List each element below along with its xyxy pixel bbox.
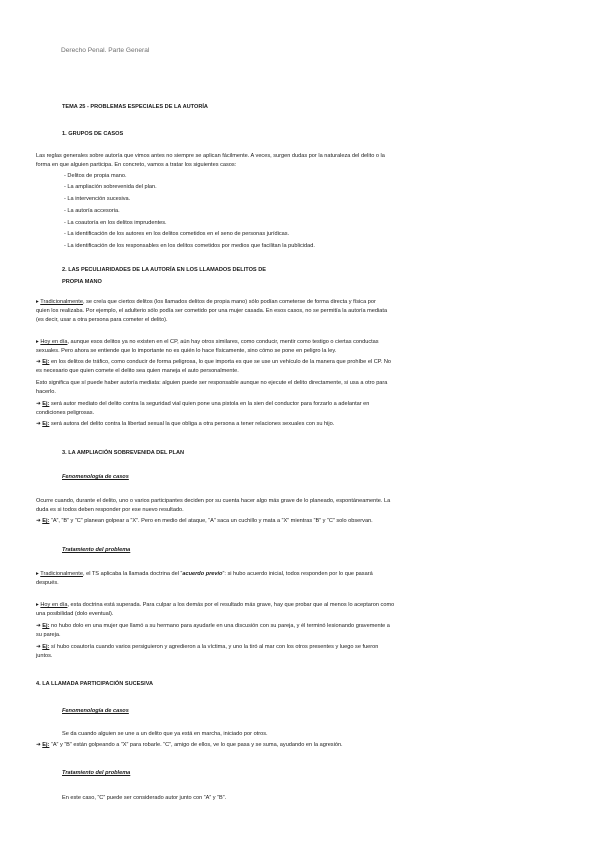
text: “A”, “B” y “C” planean golpear a “X”. Pero en medio del ataque, “A” saca un cuchillo y mata a “X” mientras “B” y “C” solo observan. (49, 518, 373, 524)
example-label: Ej: (42, 742, 50, 748)
paragraph-line: quien los realizaba. Por ejemplo, el adulterio sólo podía ser cometido por una mujer casada. En esos casos, no se permitía la autoría mediata (36, 308, 388, 314)
text: , se creía que ciertos delitos (los llamados delitos de propia mano) sólo podían cometerse de forma directa y física por (82, 299, 376, 305)
list-item: - La autoría accesoria. (64, 208, 120, 214)
example-label: Ej: (42, 623, 50, 629)
subheading-phenomenology: Fenomenología de casos (62, 708, 129, 714)
text: ”: si hubo acuerdo inicial, todos responden por lo que pasará (222, 571, 373, 577)
arrow-icon: ➜ (36, 623, 43, 629)
section-1-intro-line-2: forma en que alguien participa. En concreto, vamos a tratar los siguientes casos: (36, 162, 237, 168)
document-title: TEMA 25 - PROBLEMAS ESPECIALES DE LA AUTORÍA (62, 104, 208, 110)
paragraph-line: Esto significa que sí puede haber autoría mediata: alguien puede ser responsable aunque no ejecute el delito directamente, si usa a otro para (36, 380, 388, 386)
bullet-marker: ▸ (36, 571, 41, 577)
term-label: Tradicionalmente (40, 571, 83, 577)
text: no hubo dolo en una mujer que llamó a su hermano para ayudarle en una discusión con su pareja, y él terminó lesionando gravemente a (49, 623, 390, 629)
bullet-marker: ▸ (36, 602, 41, 608)
emphasis: acuerdo previo (182, 571, 223, 577)
paragraph-line: (es decir, usar a otra persona para cometer el delito). (36, 317, 168, 323)
list-item: - La identificación de los responsables en los delitos cometidos por medios que facilitan la publicidad. (64, 243, 315, 249)
example-1 (36, 742, 343, 749)
paragraph-traditional (36, 299, 376, 306)
text: , aunque esos delitos ya no existen en el CP, aún hay otros similares, como conducir, mentir como testigo o ciertas conductas (67, 339, 379, 345)
paragraph-line: condiciones peligrosas. (36, 410, 95, 416)
list-item: - La intervención sucesiva. (64, 196, 131, 202)
example-1 (36, 518, 373, 525)
running-header: Derecho Penal. Parte General (61, 47, 150, 54)
text: , el TS aplicaba la llamada doctrina del “ (82, 571, 183, 577)
paragraph-line: después. (36, 580, 59, 586)
paragraph-today (36, 339, 379, 346)
paragraph-line: juntos. (36, 653, 53, 659)
text: será autora del delito contra la libertad sexual la que obliga a otra persona a tener relaciones sexuales con su hijo. (49, 421, 335, 427)
example-label: Ej: (42, 401, 50, 407)
arrow-icon: ➜ (36, 359, 43, 365)
list-item: - Delitos de propia mano. (64, 173, 127, 179)
paragraph-today (36, 602, 394, 609)
paragraph-line: Ocurre cuando, durante el delito, uno o varios participantes deciden por su cuenta hacer algo más grave de lo planeado, espontáneamente. La (36, 498, 391, 504)
example-label: Ej: (42, 421, 50, 427)
section-2-heading-line-1: 2. LAS PECULIARIDADES DE LA AUTORÍA EN LOS LLAMADOS DELITOS DE (62, 267, 266, 273)
section-4-heading: 4. LA LLAMADA PARTICIPACIÓN SUCESIVA (36, 681, 154, 687)
example-3 (36, 421, 334, 428)
arrow-icon: ➜ (36, 401, 43, 407)
list-item: - La coautoría en los delitos imprudentes. (64, 220, 167, 226)
term-label: Tradicionalmente (40, 299, 83, 305)
section-2-heading-line-2: PROPIA MANO (62, 279, 102, 285)
section-1-intro-line-1: Las reglas generales sobre autoría que vimos antes no siempre se aplican fácilmente. A veces, surgen dudas por la naturaleza del delito o la (36, 153, 385, 159)
text: “A” y “B” están golpeando a “X” para robarle. “C”, amigo de ellos, ve lo que pasa y se suma, ayudando en la agresión. (49, 742, 343, 748)
subheading-phenomenology: Fenomenología de casos (62, 474, 129, 480)
term-label: Hoy en día (40, 602, 68, 608)
paragraph-traditional (36, 571, 373, 578)
paragraph-line: En este caso, “C” puede ser considerado autor junto con “A” y “B”. (62, 795, 227, 801)
example-2 (36, 401, 369, 408)
section-3-heading: 3. LA AMPLIACIÓN SOBREVENIDA DEL PLAN (62, 450, 185, 456)
subheading-treatment: Tratamiento del problema (62, 770, 131, 776)
example-1 (36, 359, 391, 366)
paragraph-line: duda es si todos deben responder por ese nuevo resultado. (36, 507, 184, 513)
paragraph-line: Se da cuando alguien se une a un delito que ya está en marcha, iniciado por otros. (62, 731, 268, 737)
section-1-heading: 1. GRUPOS DE CASOS (62, 131, 124, 137)
paragraph-line: su pareja. (36, 632, 61, 638)
example-label: Ej: (42, 644, 50, 650)
subheading-treatment: Tratamiento del problema (62, 547, 131, 553)
text: sí hubo coautoría cuando varios persiguieron y agredieron a la víctima, y uno la tiró al mar con los otros presentes y luego se fueron (49, 644, 379, 650)
example-label: Ej: (42, 359, 50, 365)
text: , esta doctrina está superada. Para culpar a los demás por el resultado más grave, hay que probar que al menos lo aceptaron como (67, 602, 395, 608)
example-2 (36, 623, 390, 630)
text: será autor mediato del delito contra la seguridad vial quien pone una pistola en la sien del conductor para forzarlo a adelantar en (49, 401, 370, 407)
paragraph-line: una posibilidad (dolo eventual). (36, 611, 114, 617)
paragraph-line: sexuales. Pero ahora se entiende que lo importante no es quién lo hace físicamente, sino cómo se pone en peligro la ley. (36, 348, 337, 354)
example-3 (36, 644, 378, 651)
list-item: - La identificación de los autores en los delitos cometidos en el seno de personas jurídicas. (64, 231, 290, 237)
text: en los delitos de tráfico, como conducir de forma peligrosa, lo que importa es que se use un vehículo de la manera que prohíbe el CP. No (49, 359, 392, 365)
paragraph-line: hacerlo. (36, 389, 56, 395)
term-label: Hoy en día (40, 339, 68, 345)
arrow-icon: ➜ (36, 742, 43, 748)
bullet-marker: ▸ (36, 339, 41, 345)
example-label: Ej: (42, 518, 50, 524)
bullet-marker: ▸ (36, 299, 41, 305)
paragraph-line: es necesario que quien comete el delito sea quien maneja el auto personalmente. (36, 368, 239, 374)
list-item: - La ampliación sobrevenida del plan. (64, 184, 157, 190)
arrow-icon: ➜ (36, 421, 43, 427)
arrow-icon: ➜ (36, 644, 43, 650)
arrow-icon: ➜ (36, 518, 43, 524)
